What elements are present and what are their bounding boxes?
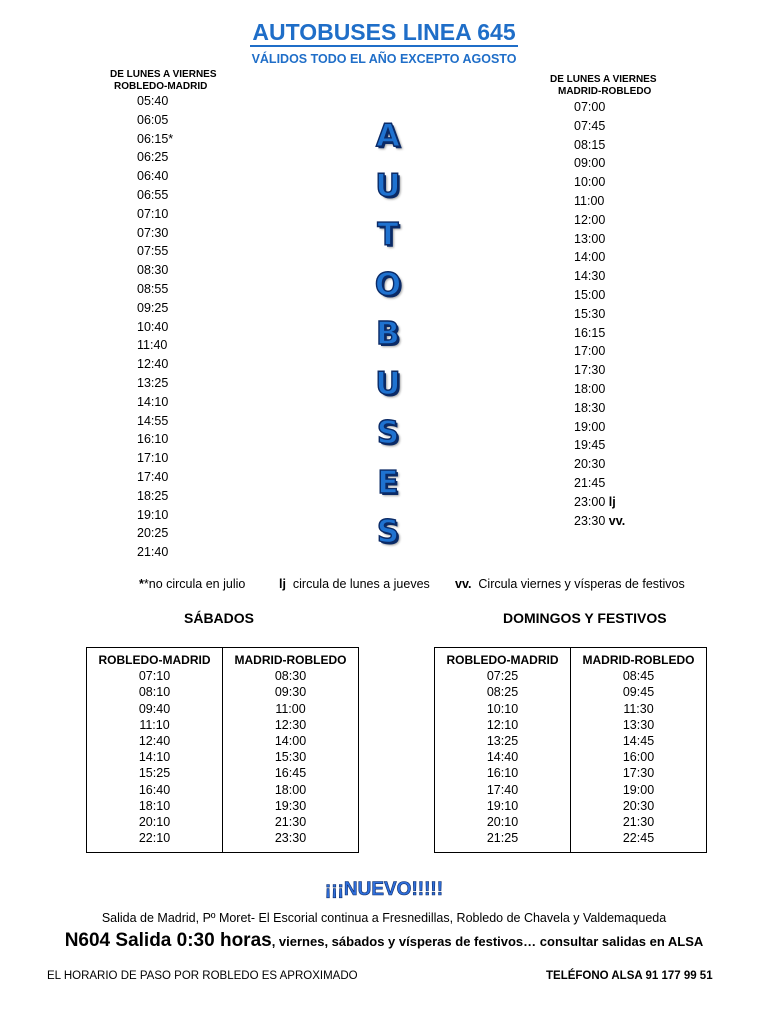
weekday-right-time-value: 14:00 [574,250,606,265]
weekday-right-time-value: 18:30 [574,400,606,415]
footer-phone: TELÉFONO ALSA 91 177 99 51 [546,970,713,982]
table-cell: 20:10 [435,814,571,830]
weekday-left-time: 05:40 [137,94,169,108]
weekday-right-time-value: 23:00 [574,494,606,509]
weekday-right-time-value: 17:00 [574,344,606,359]
note-vv: vv. Circula viernes y vísperas de festivos [455,577,685,591]
table-cell: 16:00 [571,749,707,765]
weekday-right-time-value: 21:45 [574,475,606,490]
weekday-right-time-suffix: vv. [608,513,626,528]
table-cell: 07:25 [435,668,571,684]
vertical-letter: T [377,217,399,253]
weekday-right-time-value: 09:00 [574,156,606,171]
vertical-letter: S [376,514,400,550]
weekday-left-time: 12:40 [137,357,169,372]
table-cell: 15:30 [223,749,359,765]
weekday-left-time: 07:55 [137,244,169,259]
vertical-letter: B [376,316,400,352]
table-row [435,733,707,749]
table-cell: 08:30 [223,668,359,684]
weekday-right-time [574,136,625,155]
table-cell: 17:40 [435,782,571,798]
weekday-right-times [574,98,625,530]
weekday-left-time: 17:40 [137,469,169,484]
table-cell: 19:00 [571,782,707,798]
table-row [87,798,359,814]
weekday-left-time: 21:40 [137,545,169,560]
page-title: AUTOBUSES LINEA 645 [252,19,516,45]
weekday-right-time [574,117,625,136]
weekday-left-time: 19:10 [137,507,169,522]
saturdays-title: SÁBADOS [184,610,255,626]
table-cell: 14:10 [87,749,223,765]
saturdays-table [86,647,359,853]
table-cell: 11:30 [571,701,707,717]
weekday-right-time [574,399,625,418]
weekday-right-time [574,436,625,455]
weekday-right-time [574,98,625,117]
footer-note: EL HORARIO DE PASO POR ROBLEDO ES APROXIMADO [47,970,358,982]
weekday-left-time: 18:25 [137,488,169,503]
weekday-left-time: 08:55 [137,281,169,296]
table-row [87,668,359,684]
weekday-right-time [574,230,625,249]
table-cell: 17:30 [571,765,707,781]
table-cell: 12:10 [435,717,571,733]
weekday-left-time: 06:40 [137,169,169,184]
table-row [435,782,707,798]
weekday-right-time-value: 16:15 [574,325,606,340]
weekday-left-header-days: DE LUNES A VIERNES [110,69,217,80]
weekday-right-time [574,211,625,230]
sundays-table [434,647,707,853]
table-cell: 20:30 [571,798,707,814]
table-cell: 07:10 [87,668,223,684]
table-cell: 09:45 [571,684,707,700]
n604-details: , viernes, sábados y vísperas de festivos… consultar salidas en ALSA [271,934,704,949]
table-cell: 14:40 [435,749,571,765]
nuevo-banner: ¡¡¡NUEVO!!!!! [324,879,444,900]
weekday-right-header-route: MADRID-ROBLEDO [558,86,652,97]
weekday-left-header-route: ROBLEDO-MADRID [114,81,208,92]
table-cell: 23:30 [223,830,359,853]
table-cell: 13:30 [571,717,707,733]
weekday-right-time-value: 13:00 [574,231,606,246]
weekday-right-time-value: 17:30 [574,363,606,378]
vertical-letter: E [377,464,399,501]
table-cell: 09:40 [87,701,223,717]
weekday-right-time [574,455,625,474]
table-cell: 09:30 [223,684,359,700]
weekday-left-time: 07:10 [137,206,169,221]
vertical-letter: A [376,118,400,154]
weekday-left-time: 06:15* [137,131,174,146]
weekday-left-time: 14:55 [137,413,169,428]
table-row [435,814,707,830]
table-cell: 18:00 [223,782,359,798]
weekday-right-time [574,154,625,173]
weekday-right-header [550,74,657,98]
weekday-right-time-value: 08:15 [574,137,606,152]
table-cell: 11:00 [223,701,359,717]
weekday-right-time-value: 23:30 [574,513,606,528]
table-cell: 21:25 [435,830,571,853]
vertical-letter: U [375,167,401,204]
weekday-left-time: 06:55 [137,187,169,202]
table-cell: 20:10 [87,814,223,830]
weekday-left-time: 13:25 [137,375,169,390]
table-cell: 22:10 [87,830,223,853]
weekday-right-time [574,380,625,399]
weekday-right-time [574,324,625,343]
weekday-left-header [110,69,217,93]
page-subtitle: VÁLIDOS TODO EL AÑO EXCEPTO AGOSTO [251,52,517,66]
table-cell: 19:10 [435,798,571,814]
table-row [435,765,707,781]
weekday-right-time-value: 07:45 [574,118,606,133]
weekday-right-time-value: 15:30 [574,306,606,321]
weekday-right-time-value: 18:00 [574,381,606,396]
weekday-right-time [574,493,625,512]
weekday-left-time: 09:25 [137,300,169,315]
weekday-left-time: 11:40 [137,338,168,353]
table-row [87,814,359,830]
table-cell: 13:25 [435,733,571,749]
weekday-right-time-value: 19:45 [574,438,606,453]
weekday-right-time [574,267,625,286]
note-julio: **no circula en julio [139,577,246,591]
weekday-right-time-value: 20:30 [574,457,606,472]
table-cell: 22:45 [571,830,707,853]
weekday-left-time: 06:05 [137,112,169,127]
weekday-right-time [574,305,625,324]
salida-description: Salida de Madrid, Pº Moret- El Escorial continua a Fresnedillas, Robledo de Chavela y Valdemaqueda [101,911,667,925]
weekday-left-time: 17:10 [137,451,169,466]
weekday-left-time: 07:30 [137,225,169,240]
table-row [435,684,707,700]
table-row [435,717,707,733]
note-lj: lj circula de lunes a jueves [279,577,430,591]
saturdays-col2-header: MADRID-ROBLEDO [223,648,359,669]
table-cell: 12:40 [87,733,223,749]
weekday-right-time-value: 19:00 [574,419,606,434]
table-cell: 16:10 [435,765,571,781]
weekday-right-time [574,286,625,305]
weekday-right-time-value: 10:00 [574,175,606,190]
table-row [87,701,359,717]
table-row [435,749,707,765]
vertical-word-autobuses [365,112,411,558]
weekday-right-time-value: 14:30 [574,269,606,284]
weekday-right-time-value: 07:00 [574,100,606,114]
table-cell: 12:30 [223,717,359,733]
saturdays-col1-header: ROBLEDO-MADRID [87,648,223,669]
table-cell: 21:30 [223,814,359,830]
table-cell: 08:25 [435,684,571,700]
sundays-title: DOMINGOS Y FESTIVOS [503,610,667,626]
weekday-right-time-value: 11:00 [574,193,605,208]
table-cell: 10:10 [435,701,571,717]
weekday-left-time: 16:10 [137,432,169,447]
table-cell: 18:10 [87,798,223,814]
table-cell: 16:40 [87,782,223,798]
table-row [87,749,359,765]
vertical-letter: U [375,365,401,402]
sundays-col1-header: ROBLEDO-MADRID [435,648,571,669]
table-row [87,717,359,733]
weekday-right-time [574,173,625,192]
table-cell: 19:30 [223,798,359,814]
weekday-right-time [574,248,625,267]
table-row [87,765,359,781]
weekday-right-time [574,512,625,531]
table-cell: 14:00 [223,733,359,749]
weekday-right-time-suffix: lj [608,494,616,509]
weekday-right-time [574,361,625,380]
weekday-right-time [574,418,625,437]
weekday-right-time [574,342,625,361]
sundays-col2-header: MADRID-ROBLEDO [571,648,707,669]
table-row [435,798,707,814]
table-row [87,830,359,853]
table-row [435,830,707,853]
vertical-letter: S [376,415,400,451]
weekday-left-time: 10:40 [137,319,169,334]
table-cell: 14:45 [571,733,707,749]
table-cell: 15:25 [87,765,223,781]
table-cell: 21:30 [571,814,707,830]
table-cell: 08:45 [571,668,707,684]
n604-line [0,930,768,952]
table-row [435,701,707,717]
table-row [87,733,359,749]
weekday-right-time [574,474,625,493]
weekday-right-time-value: 12:00 [574,212,606,227]
table-cell: 08:10 [87,684,223,700]
table-cell: 11:10 [87,717,223,733]
table-row [87,782,359,798]
weekday-left-times [137,92,173,562]
table-row [87,684,359,700]
table-cell: 16:45 [223,765,359,781]
weekday-right-time [574,192,625,211]
weekday-left-time: 08:30 [137,263,169,278]
weekday-left-time: 14:10 [137,394,169,409]
table-row [435,668,707,684]
n604-title: N604 Salida 0:30 horas [64,930,272,951]
weekday-right-time-value: 15:00 [574,287,606,302]
weekday-left-time: 06:25 [137,150,169,165]
vertical-letter: O [374,266,402,303]
weekday-right-header-days: DE LUNES A VIERNES [550,74,657,85]
weekday-left-time: 20:25 [137,526,169,541]
